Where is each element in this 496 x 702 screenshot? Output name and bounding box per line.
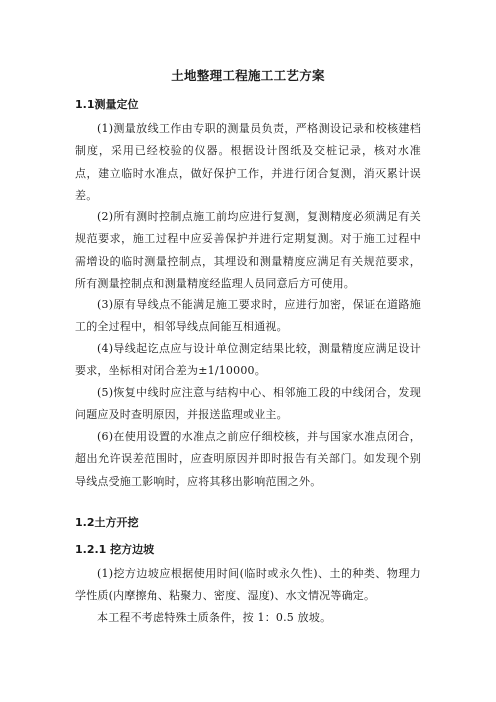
- paragraph-survey-1: (1)测量放线工作由专职的测量员负责，严格测设记录和校核建档制度，采用已经校验的仪器。根据设计图纸及交桩记录，核对水准点，建立临时水准点，做好保护工作，并进行闭合复测，消灭累计误差。: [75, 122, 421, 203]
- paragraph-slope-2: 本工程不考虑特殊土质条件，按 1：0.5 放坡。: [97, 611, 332, 624]
- section-heading-survey: 1.1测量定位: [75, 98, 139, 111]
- paragraph-survey-6: (6)在使用设置的水准点之前应仔细校核，并与国家水准点闭合，超出允许误差范围时，应查明原因并即时报告有关部门。如发现个别导线点受施工影响时，应将其移出影响范围之外。: [75, 430, 421, 488]
- paragraph-survey-3: (3)原有导线点不能满足施工要求时，应进行加密，保证在道路施工的全过程中，相邻导线点间能互相通视。: [75, 298, 421, 334]
- paragraph-survey-2: (2)所有测时控制点施工前均应进行复测，复测精度必须满足有关规范要求，施工过程中应妥善保护并进行定期复测。对于施工过程中需增设的临时测量控制点，其埋设和测量精度应满足有关规范要求，所有测量控制点和测量精度经监理人员同意后方可使用。: [75, 210, 421, 291]
- paragraph-survey-4: (4)导线起讫点应与设计单位测定结果比较，测量精度应满足设计要求，坐标相对闭合差为±1/10000。: [75, 342, 421, 378]
- section-heading-excavation: 1.2土方开挖: [75, 516, 139, 529]
- subsection-heading-slope: 1.2.1 挖方边坡: [75, 543, 155, 556]
- document-title: 土地整理工程施工工艺方案: [171, 68, 325, 83]
- paragraph-survey-5: (5)恢复中线时应注意与结构中心、相邻施工段的中线闭合，发现问题应及时查明原因，并报送监理或业主。: [75, 386, 421, 422]
- paragraph-slope-1: (1)挖方边坡应根据使用时间(临时或永久性)、土的种类、物理力学性质(内摩擦角、粘聚力、密度、湿度)、水文情况等确定。: [75, 567, 421, 603]
